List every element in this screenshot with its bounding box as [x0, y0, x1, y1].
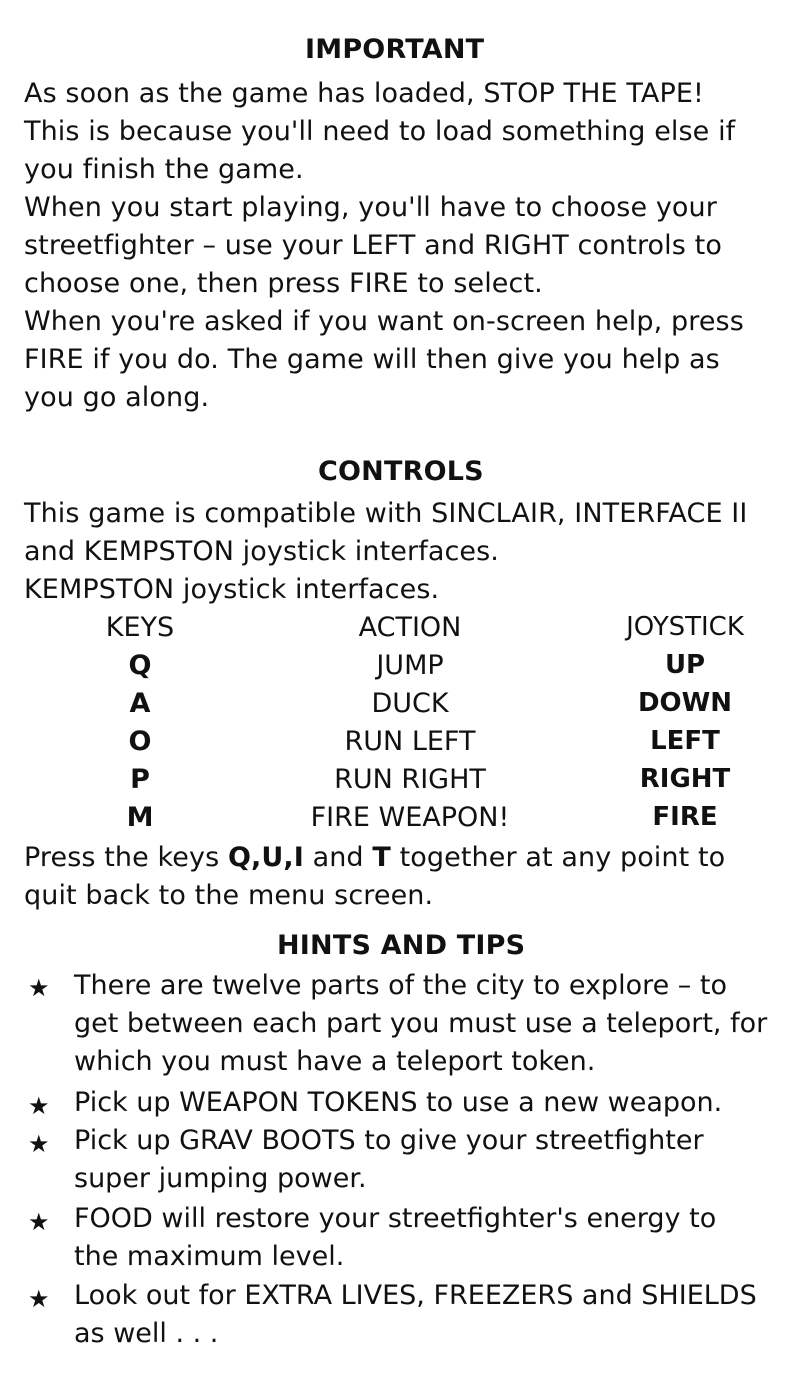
- table-cell-joystick: DOWN: [637, 688, 732, 718]
- tip-line: Look out for EXTRA LIVES, FREEZERS and SHIELDS: [74, 1280, 757, 1311]
- table-cell-joystick: FIRE: [652, 802, 718, 832]
- important-line: When you start playing, you'll have to choose your: [24, 192, 717, 223]
- table-cell-joystick: RIGHT: [639, 764, 731, 794]
- important-line: This is because you'll need to load something else if: [24, 116, 736, 147]
- quit-key-t: T: [372, 842, 391, 873]
- tip-line: FOOD will restore your streetfighter's energy to: [74, 1203, 717, 1234]
- controls-line: KEMPSTON joystick interfaces.: [24, 574, 440, 605]
- important-line: choose one, then press FIRE to select.: [24, 268, 543, 299]
- table-cell-joystick: LEFT: [650, 726, 720, 756]
- quit-instruction: [24, 842, 725, 873]
- table-cell-action: RUN RIGHT: [334, 764, 486, 795]
- table-cell-key: M: [126, 802, 154, 833]
- controls-heading: CONTROLS: [318, 456, 484, 487]
- quit-text-mid: and: [303, 842, 373, 873]
- table-cell-key: P: [130, 764, 150, 795]
- quit-instruction-line2: quit back to the menu screen.: [24, 880, 434, 911]
- tip-line: super jumping power.: [74, 1163, 367, 1194]
- table-cell-joystick: UP: [664, 650, 706, 680]
- tip-line: Pick up GRAV BOOTS to give your streetfighter: [74, 1125, 704, 1156]
- quit-keys-qui: Q,U,I: [227, 842, 304, 873]
- important-line: streetfighter – use your LEFT and RIGHT controls to: [24, 230, 722, 261]
- star-icon: ★: [28, 1208, 50, 1236]
- table-cell-key: O: [128, 726, 152, 757]
- quit-text-post: together at any point to: [390, 842, 726, 873]
- hints-heading: HINTS AND TIPS: [277, 930, 526, 961]
- tip-line: which you must have a teleport token.: [74, 1046, 596, 1077]
- table-header-joystick: JOYSTICK: [626, 612, 744, 642]
- table-cell-key: A: [129, 688, 151, 719]
- important-line: When you're asked if you want on-screen help, press: [24, 306, 744, 337]
- tip-line: as well . . .: [74, 1318, 219, 1349]
- table-cell-action: FIRE WEAPON!: [310, 802, 510, 833]
- table-header-keys: KEYS: [105, 612, 175, 643]
- important-line: you finish the game.: [24, 154, 304, 185]
- table-cell-action: RUN LEFT: [344, 726, 476, 757]
- star-icon: ★: [28, 1092, 50, 1120]
- table-header-action: ACTION: [358, 612, 462, 643]
- tip-line: There are twelve parts of the city to explore – to: [74, 970, 727, 1001]
- important-line: As soon as the game has loaded, STOP THE TAPE!: [24, 78, 704, 109]
- star-icon: ★: [28, 1285, 50, 1313]
- tip-line: the maximum level.: [74, 1241, 345, 1272]
- important-line: you go along.: [24, 382, 210, 413]
- tip-line: get between each part you must use a teleport, for: [74, 1008, 768, 1039]
- star-icon: ★: [28, 974, 50, 1002]
- important-heading: IMPORTANT: [305, 34, 485, 65]
- quit-text-pre: Press the keys: [24, 842, 228, 873]
- table-cell-action: DUCK: [371, 688, 449, 719]
- controls-line: This game is compatible with SINCLAIR, INTERFACE II: [24, 498, 748, 529]
- star-icon: ★: [28, 1130, 50, 1158]
- controls-line: and KEMPSTON joystick interfaces.: [24, 536, 499, 567]
- table-cell-action: JUMP: [376, 650, 444, 681]
- important-line: FIRE if you do. The game will then give you help as: [24, 344, 720, 375]
- table-cell-key: Q: [128, 650, 152, 681]
- tip-line: Pick up WEAPON TOKENS to use a new weapon.: [74, 1087, 723, 1118]
